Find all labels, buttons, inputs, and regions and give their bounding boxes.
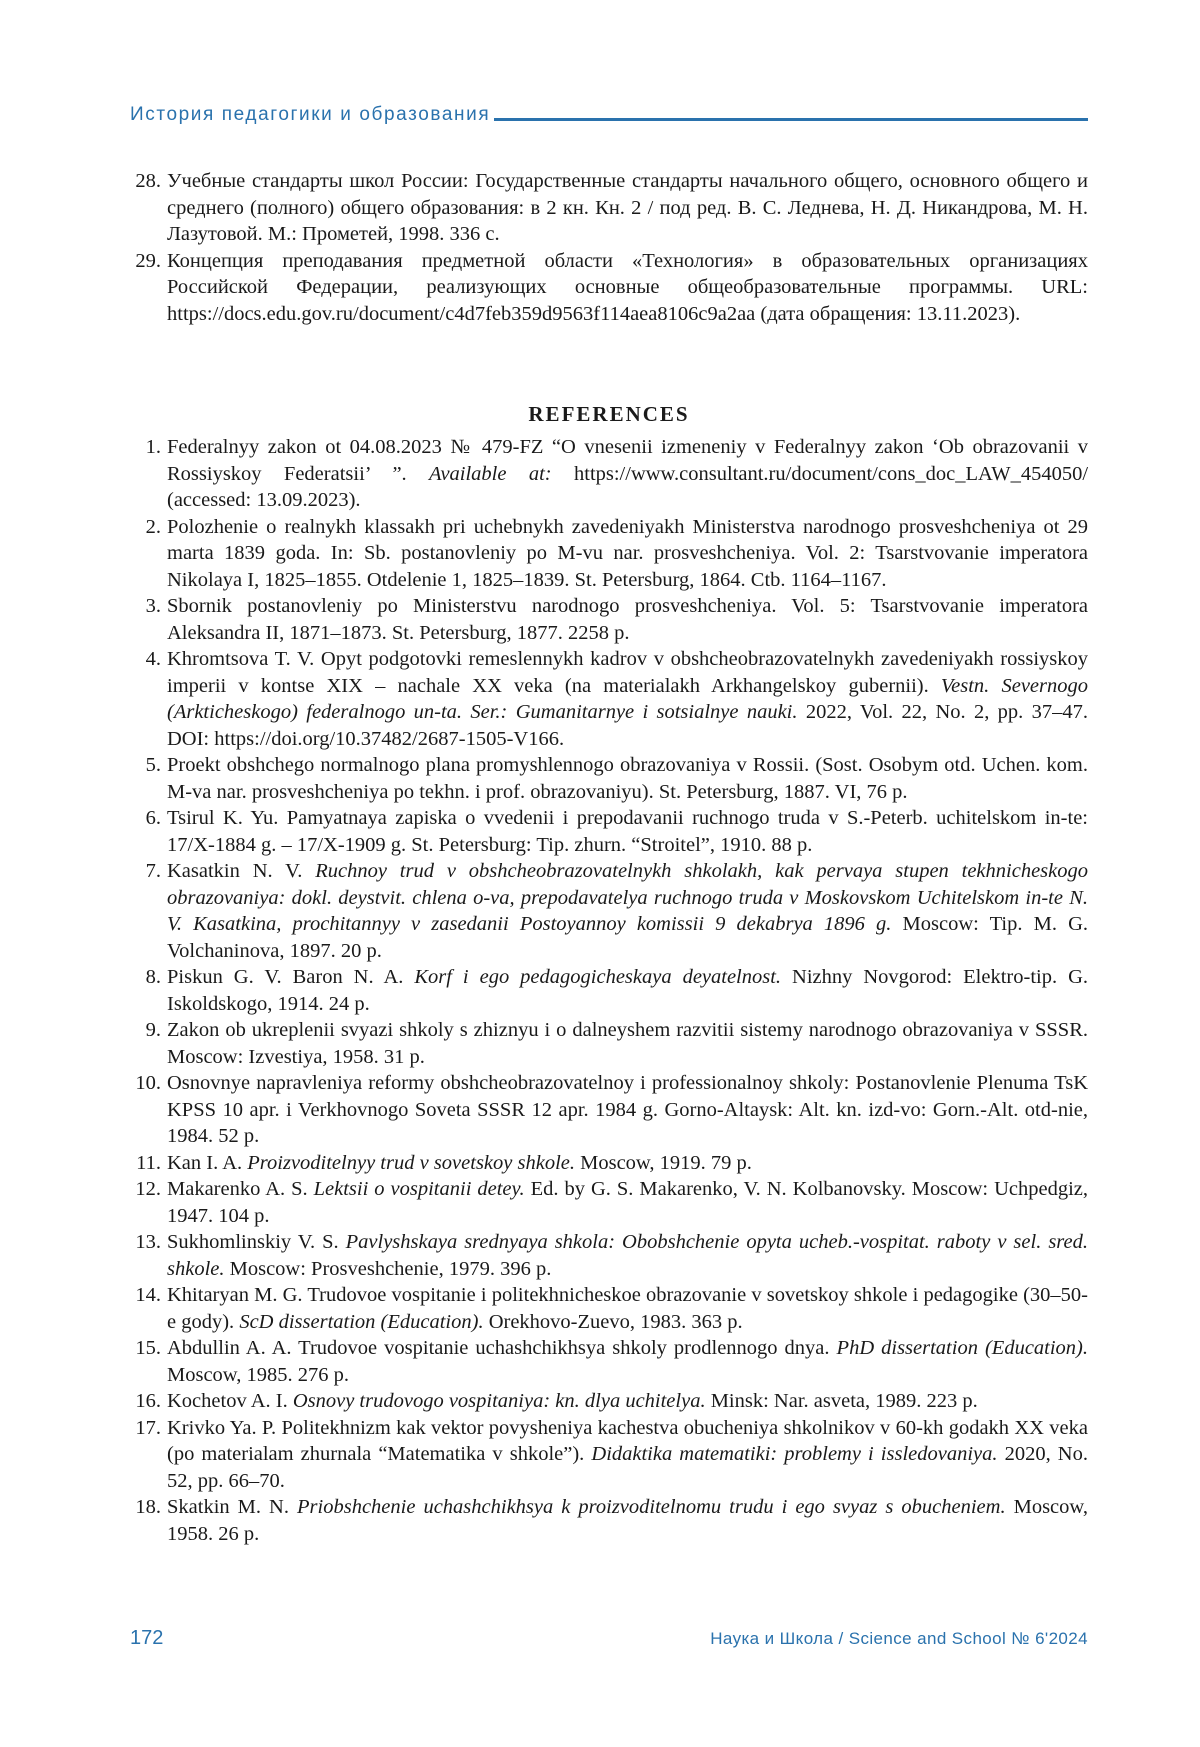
reference-segment: Skatkin M. N. [167, 1496, 298, 1518]
reference-item [130, 964, 1088, 1017]
reference-segment: Moscow, 1985. 276 p. [167, 1363, 350, 1386]
reference-number: 28. [135, 170, 161, 192]
reference-item [130, 1415, 1088, 1495]
page-number: 172 [130, 1627, 164, 1649]
reference-italic-title: Available at: [429, 462, 552, 485]
reference-text [167, 1415, 1088, 1495]
reference-segment: Khromtsova T. V. Opyt podgotovki remeslennykh kadrov v obshcheobrazovatelnykh zavedeniyakh rossiyskoy imperii v kontse XIX – nachale XX veka (na materialakh Arkhangelskoy gubernii). [167, 648, 1088, 697]
reference-segment: Makarenko A. S. [167, 1178, 314, 1200]
reference-segment: Концепция преподавания предметной области «Технология» в образовательных организациях Российской Федерации, реализующих основные общеобразовательные программы. URL: https://docs.edu.gov.ru/document/c4d7feb359d9563f114aea8106c9a2aa (дата обращения: 13.11.2023). [167, 249, 1088, 325]
reference-segment: Moscow, 1919. 79 p. [575, 1151, 752, 1174]
reference-number: 16. [135, 1390, 161, 1412]
reference-number: 14. [135, 1284, 161, 1306]
reference-italic-title: Pavlyshskaya srednyaya shkola: Obobshchenie opyta ucheb.-vospitat. raboty v sel. sred. shkole. [167, 1231, 1089, 1280]
reference-italic-title: Ruchnoy trud v obshcheobrazovatelnykh shkolakh, kak pervaya stupen tekhnicheskogo obrazovaniya: dokl. deystvit. chlena o-va, prepodavatelya ruchnogo truda v Moskovskom Uchitelskom in-te N. V. Kasatkina, prochitannyy v zasedanii Postoyannoy komissii 9 dekabrya 1896 g. [167, 860, 1089, 935]
reference-text [167, 1070, 1088, 1150]
reference-text [167, 646, 1088, 752]
reference-item [130, 1070, 1088, 1150]
reference-item [130, 752, 1088, 805]
reference-segment: Orekhovo-Zuevo, 1983. 363 p. [483, 1310, 743, 1333]
reference-segment: Polozhenie o realnykh klassakh pri uchebnykh zavedeniyakh Ministerstva narodnogo prosveshcheniya ot 29 marta 1839 goda. In: Sb. postanovleniy po M-vu nar. prosveshcheniya. Vol. 2: Tsarstvovanie imperatora Nikolaya I, 1825–1855. Otdelenie 1, 1825–1839. St. Petersburg, 1864. Ctb. 1164–1167. [167, 515, 1088, 591]
reference-text [167, 514, 1088, 594]
reference-segment: Federalnyy zakon ot 04.08.2023 № 479-FZ “O vnesenii izmeneniy v Federalnyy zakon ‘Ob obrazovanii v Rossiyskoy Federatsii’ ”. [167, 436, 1088, 485]
reference-text [167, 1282, 1088, 1335]
reference-number: 15. [135, 1337, 161, 1359]
reference-segment: Nizhny Novgorod: Elektro-tip. G. Iskoldskogo, 1914. 24 p. [167, 966, 1089, 1015]
reference-number: 13. [135, 1231, 161, 1253]
reference-segment: Учебные стандарты школ России: Государственные стандарты начального общего, основного общего и среднего (полного) общего образования: в 2 кн. Кн. 2 / под ред. В. С. Леднева, Н. Д. Никандрова, М. Н. Лазутовой. М.: Прометей, 1998. 336 с. [167, 170, 1088, 245]
reference-text [167, 752, 1088, 805]
reference-text [167, 1335, 1088, 1388]
reference-number: 29. [135, 249, 161, 272]
reference-segment: Moscow: Tip. M. G. Volchaninova, 1897. 20 p. [167, 913, 1088, 962]
reference-text [167, 168, 1088, 248]
reference-text [167, 964, 1088, 1017]
reference-item [130, 1229, 1088, 1282]
reference-number: 6. [145, 807, 161, 829]
reference-number: 17. [135, 1416, 161, 1439]
reference-number: 3. [145, 595, 161, 617]
reference-italic-title: ScD dissertation (Education). [239, 1310, 484, 1333]
reference-italic-title: Priobshchenie uchashchikhsya k proizvoditelnomu trudu i ego svyaz s obucheniem. [297, 1496, 1006, 1518]
reference-number: 5. [145, 754, 161, 776]
page-footer [130, 1627, 1088, 1650]
reference-number: 7. [145, 860, 161, 882]
journal-name: Наука и Школа / Science and School № 6'2024 [710, 1629, 1088, 1648]
reference-number: 11. [136, 1151, 161, 1174]
reference-segment: 2022, Vol. 22, No. 2, pp. 37–47. DOI: https://doi.org/10.37482/2687-1505-V166. [167, 701, 1088, 750]
reference-item [130, 1335, 1088, 1388]
reference-segment: Khitaryan M. G. Trudovoe vospitanie i politekhnicheskoe obrazovanie v sovetskoy shkole i pedagogike (30–50-e gody). [167, 1284, 1088, 1333]
reference-segment: Minsk: Nar. asveta, 1989. 223 p. [705, 1390, 978, 1412]
reference-segment: https://www.consultant.ru/document/cons_doc_LAW_454050/ (accessed: 13.09.2023). [167, 462, 1089, 511]
reference-text [167, 1494, 1088, 1547]
reference-text [167, 1388, 1088, 1415]
header-rule [494, 118, 1088, 121]
reference-number: 2. [145, 515, 161, 538]
reference-item [130, 646, 1088, 752]
reference-segment: Abdullin A. A. Trudovoe vospitanie uchashchikhsya shkoly prodlennogo dnya. [167, 1337, 837, 1359]
reference-segment: Sukhomlinskiy V. S. [167, 1231, 346, 1253]
reference-italic-title: Korf i ego pedagogicheskaya deyatelnost. [414, 966, 782, 988]
reference-segment: Tsirul K. Yu. Pamyatnaya zapiska o vvedenii i prepodavanii ruchnogo truda v S.-Peterb. uchitelskom in-te: 17/X-1884 g. – 17/X-1909 g. St. Petersburg: Tip. zhurn. “Stroitel”, 1910. 88 p. [167, 807, 1088, 856]
reference-text [167, 1017, 1088, 1070]
reference-number: 10. [135, 1072, 161, 1094]
reference-item [130, 805, 1088, 858]
reference-item [130, 248, 1088, 328]
reference-segment: Proekt obshchego normalnogo plana promyshlennogo obrazovaniya v Rossii. (Sost. Osobym otd. Uchen. kom. M-va nar. prosveshcheniya po tekhn. i prof. obrazovaniyu). St. Petersburg, 1887. VI, 76 p. [167, 754, 1088, 803]
reference-italic-title: Lektsii o vospitanii detey. [313, 1178, 525, 1200]
reference-number: 18. [135, 1496, 161, 1518]
reference-italic-title: PhD dissertation (Education). [836, 1337, 1089, 1359]
reference-item [130, 858, 1088, 964]
reference-segment: Sbornik postanovleniy po Ministerstvu narodnogo prosveshcheniya. Vol. 5: Tsarstvovanie imperatora Aleksandra II, 1871–1873. St. Petersburg, 1877. 2258 p. [167, 595, 1088, 644]
reference-item [130, 168, 1088, 248]
reference-text [167, 1176, 1088, 1229]
reference-italic-title: Osnovy trudovogo vospitaniya: kn. dlya uchitelya. [292, 1390, 706, 1412]
reference-text [167, 805, 1088, 858]
reference-italic-title: Vestn. Severnogo (Arkticheskogo) federalnogo un-ta. Ser.: Gumanitarnye i sotsialnye nauki. [167, 674, 1088, 723]
reference-segment: Kochetov A. I. [167, 1390, 293, 1412]
running-header [130, 104, 1088, 126]
reference-text [167, 858, 1088, 964]
reference-segment: Kasatkin N. V. [167, 860, 316, 882]
reference-number: 1. [145, 436, 161, 458]
reference-segment: Piskun G. V. Baron N. A. [167, 966, 415, 988]
reference-item [130, 434, 1088, 514]
reference-item [130, 1388, 1088, 1415]
reference-text [167, 593, 1088, 646]
reference-number: 8. [145, 966, 161, 988]
reference-item [130, 514, 1088, 594]
reference-segment: Kan I. A. [167, 1151, 248, 1174]
references-heading: REFERENCES [528, 402, 690, 426]
reference-text [167, 434, 1088, 514]
russian-reference-list [130, 168, 1088, 327]
reference-item [130, 1494, 1088, 1547]
reference-item [130, 1017, 1088, 1070]
reference-number: 4. [145, 648, 161, 670]
reference-italic-title: Didaktika matematiki: problemy i issledovaniya. [591, 1443, 998, 1465]
reference-segment: Osnovnye napravleniya reformy obshcheobrazovatelnoy i professionalnoy shkoly: Postanovlenie Plenuma TsK KPSS 10 apr. i Verkhovnogo Soveta SSSR 12 apr. 1984 g. Gorno-Altaysk: Alt. kn. izd-vo: Gorn.-Alt. otd-nie, 1984. 52 p. [167, 1072, 1088, 1147]
reference-item [130, 1150, 1088, 1177]
reference-text [167, 248, 1088, 328]
reference-text [167, 1229, 1088, 1282]
reference-item [130, 1176, 1088, 1229]
section-title: История педагогики и образования [130, 104, 491, 125]
reference-item [130, 593, 1088, 646]
reference-segment: Ed. by G. S. Makarenko, V. N. Kolbanovsky. Moscow: Uchpedgiz, 1947. 104 p. [167, 1178, 1088, 1227]
reference-segment: Krivko Ya. P. Politekhnizm kak vektor povysheniya kachestva obucheniya shkolnikov v 60-kh godakh XX veka (po materialam zhurnala “Matematika v shkole”). [167, 1416, 1088, 1465]
reference-italic-title: Proizvoditelnyy trud v sovetskoy shkole. [247, 1151, 575, 1174]
reference-segment: 2020, No. 52, pp. 66–70. [167, 1443, 1088, 1492]
reference-text [167, 1150, 1088, 1177]
reference-number: 12. [135, 1178, 161, 1200]
reference-segment: Zakon ob ukreplenii svyazi shkoly s zhiznyu i o dalneyshem razvitii sistemy narodnogo obrazovaniya v SSSR. Moscow: Izvestiya, 1958. 31 p. [167, 1019, 1088, 1068]
reference-item [130, 1282, 1088, 1335]
transliterated-reference-list [130, 434, 1088, 1547]
reference-segment: Moscow, 1958. 26 p. [167, 1496, 1089, 1545]
reference-number: 9. [145, 1019, 161, 1041]
reference-segment: Moscow: Prosveshchenie, 1979. 396 p. [224, 1257, 552, 1280]
